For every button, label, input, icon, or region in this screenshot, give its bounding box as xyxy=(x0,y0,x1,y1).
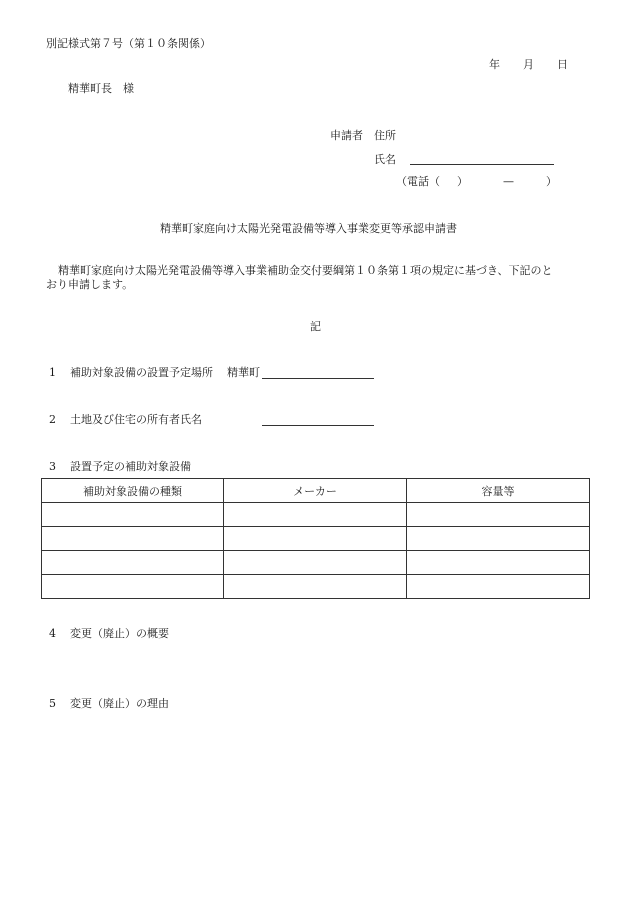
table-cell[interactable] xyxy=(407,551,590,575)
date-year-label: 年 xyxy=(489,58,500,71)
table-cell[interactable] xyxy=(407,503,590,527)
col-header-maker: メーカー xyxy=(224,479,407,503)
table-cell[interactable] xyxy=(224,575,407,599)
body-line-1: 精華町家庭向け太陽光発電設備等導入事業補助金交付要綱第１０条第１項の規定に基づき、下記のと xyxy=(58,264,553,277)
item4-label: 変更（廃止）の概要 xyxy=(70,627,169,640)
phone-separator-2: — xyxy=(503,175,514,188)
phone-label: （電話（ xyxy=(396,175,440,188)
table-cell[interactable] xyxy=(224,551,407,575)
item5-label: 変更（廃止）の理由 xyxy=(70,697,169,710)
table-cell[interactable] xyxy=(42,503,224,527)
date-month-label: 月 xyxy=(523,58,534,71)
table-cell[interactable] xyxy=(407,527,590,551)
table-row xyxy=(42,527,590,551)
item4-number: 4 xyxy=(49,627,56,640)
applicant-label: 申請者 xyxy=(330,129,363,142)
body-line-2: おり申請します。 xyxy=(46,278,134,291)
name-field-line[interactable] xyxy=(410,164,554,165)
equipment-table xyxy=(41,478,590,599)
table-cell[interactable] xyxy=(407,575,590,599)
address-label: 住所 xyxy=(374,129,396,142)
table-cell[interactable] xyxy=(224,503,407,527)
name-label: 氏名 xyxy=(374,153,396,166)
date-day-label: 日 xyxy=(557,58,568,71)
form-number: 別記様式第７号（第１０条関係） xyxy=(46,37,211,50)
item2-label: 土地及び住宅の所有者氏名 xyxy=(70,413,202,426)
item1-label: 補助対象設備の設置予定場所 xyxy=(70,366,213,379)
addressee: 精華町長 様 xyxy=(68,82,134,95)
document-title: 精華町家庭向け太陽光発電設備等導入事業変更等承認申請書 xyxy=(160,222,457,235)
table-row xyxy=(42,551,590,575)
col-header-type: 補助対象設備の種類 xyxy=(42,479,224,503)
item1-prefix: 精華町 xyxy=(227,366,260,379)
item2-number: 2 xyxy=(49,413,56,426)
table-cell[interactable] xyxy=(42,575,224,599)
table-cell[interactable] xyxy=(224,527,407,551)
item1-field-line[interactable] xyxy=(262,378,374,379)
ki-heading: 記 xyxy=(310,320,321,333)
item2-field-line[interactable] xyxy=(262,425,374,426)
item5-number: 5 xyxy=(49,697,56,710)
phone-close: ） xyxy=(546,175,557,188)
table-header-row xyxy=(42,479,590,503)
item1-number: 1 xyxy=(49,366,56,379)
table-row xyxy=(42,575,590,599)
item3-number: 3 xyxy=(49,460,56,473)
table-row xyxy=(42,503,590,527)
item3-label: 設置予定の補助対象設備 xyxy=(70,460,191,473)
col-header-capacity: 容量等 xyxy=(407,479,590,503)
phone-separator-1: ） xyxy=(457,175,468,188)
table-cell[interactable] xyxy=(42,551,224,575)
table-cell[interactable] xyxy=(42,527,224,551)
